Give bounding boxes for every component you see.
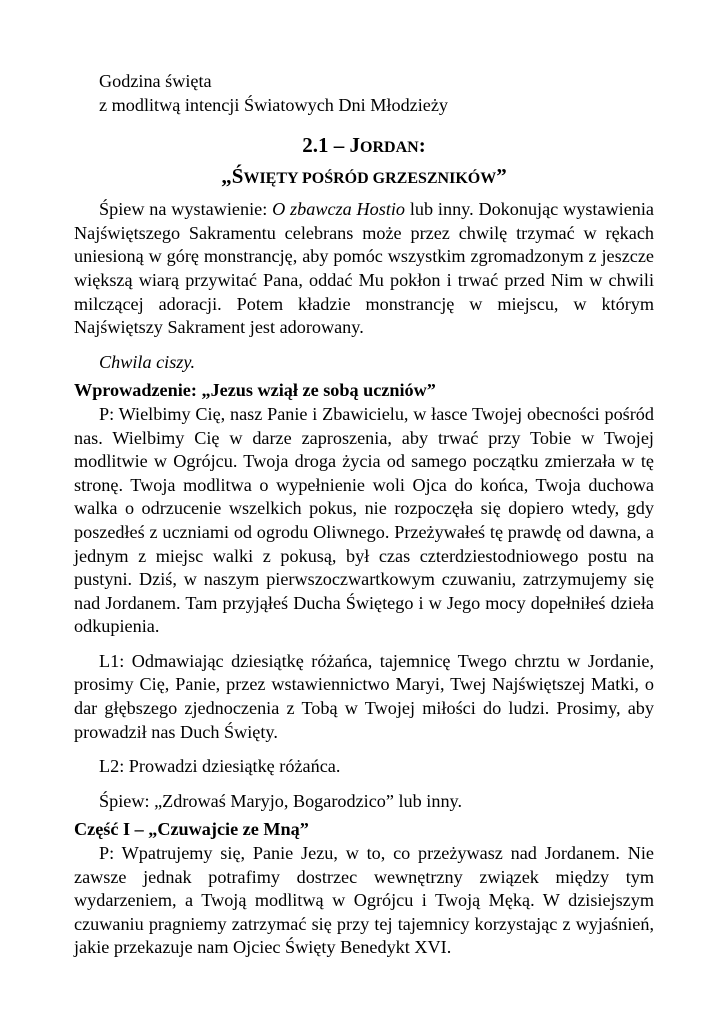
intro-paragraph bbox=[74, 198, 654, 340]
title-colon: : bbox=[418, 133, 426, 158]
intro-song-title: O zbawcza Hostio bbox=[272, 199, 406, 220]
section1-l1-paragraph: L1: Odmawiając dziesiątkę różańca, tajemnicę Twego chrztu w Jordanie, prosimy Cię, Panie, przez wstawiennictwo Maryi, Twej Najświętszej Matki, o dar głębszego zjednoczenia z Tobą w Twojej miłości do ludzi. Prosimy, aby prowadził nas Duch Święty. bbox=[74, 650, 654, 742]
subtitle-open: „Ś bbox=[221, 164, 244, 189]
subtitle-rest: WIĘTY POŚRÓD GRZESZNIKÓW bbox=[243, 170, 497, 188]
section1-l2-paragraph: L2: Prowadzi dziesiątkę różańca. bbox=[99, 756, 341, 777]
title-number: 2.1 – J bbox=[302, 133, 361, 158]
intro-start: Śpiew na wystawienie: bbox=[99, 199, 273, 220]
document-header bbox=[74, 70, 654, 117]
section2-priest-paragraph: P: Wpatrujemy się, Panie Jezu, w to, co przeżywasz nad Jordanem. Nie zawsze jednak potrafimy dostrzec wewnętrzny związek między tym wydarzeniem, a Twoją modlitwą w Ogrójcu i Twoją Męką. W dzisiejszym czuwaniu pragniemy zatrzymać się przy tej tajemnicy korzystając z wyjaśnień, jakie przekazuje nam Ojciec Święty Benedykt XVI. bbox=[74, 843, 654, 958]
header-line-1: Godzina święta bbox=[99, 71, 212, 91]
subtitle-close: ” bbox=[496, 164, 507, 189]
document-page bbox=[74, 70, 654, 960]
intro-rest: lub inny. Dokonując wystawienia Najświętszego Sakramentu celebrans może przez chwilę trzymać w rękach uniesioną w górę monstrancję, aby pomóc wszystkim zgromadzonym z jeszcze większą wiarą przywitać Pana, oddać Mu pokłon i trwać przed Nim w chwili milczącej adoracji. Potem kładzie monstrancję w miejscu, w którym Najświętszy Sakrament jest adorowany. bbox=[74, 199, 654, 338]
section-title bbox=[74, 131, 654, 162]
section1-priest-paragraph: P: Wielbimy Cię, nasz Panie i Zbawicielu, w łasce Twojej obecności pośród nas. Wielbimy Cię w darze zaproszenia, aby trwać przy Tobie w Twojej modlitwie w Ogrójcu. Twoja droga życia od samego początku zmierzała w tę stronę. Twoja modlitwa o wypełnienie woli Ojca do końca, Twoja duchowa walka o odrzucenie wszelkich pokus, nie rozpoczęła się dopiero wtedy, gdy poszedłeś z uczniami od ogrodu Oliwnego. Przeżywałeś tę prawdę od dawna, a jednym z miejsc walki z pokusą, był czas czterdziestodniowego postu na pustyni. Dziś, w naszym pierwszoczwartkowym czuwaniu, zatrzymujemy się nad Jordanem. Tam przyjąłeś Ducha Świętego i w Jego mocy dopełniłeś dzieła odkupienia. bbox=[74, 403, 654, 637]
title-name-rest: ORDAN bbox=[360, 139, 419, 157]
silence-note: Chwila ciszy. bbox=[99, 351, 195, 372]
section1-song-paragraph: Śpiew: „Zdrowaś Maryjo, Bogarodzico” lub inny. bbox=[99, 790, 462, 811]
section2-heading: Część I – „Czuwajcie ze Mną” bbox=[74, 819, 309, 840]
section-subtitle bbox=[74, 162, 654, 193]
section1-heading: Wprowadzenie: „Jezus wziął ze sobą uczniów” bbox=[74, 380, 436, 401]
header-line-2: z modlitwą intencji Światowych Dni Młodzieży bbox=[99, 94, 449, 115]
